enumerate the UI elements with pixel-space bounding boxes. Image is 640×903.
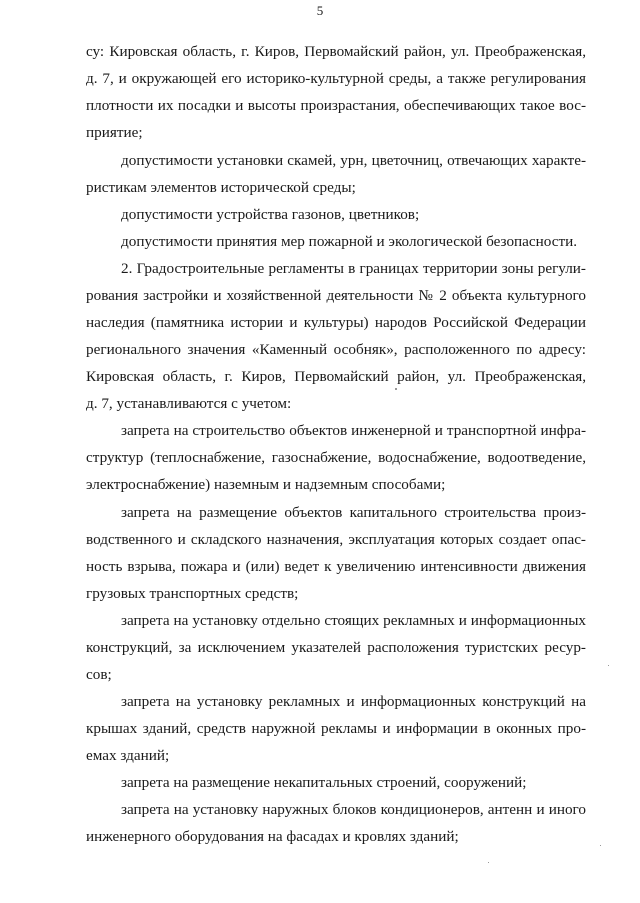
- text-line: емах зданий;: [86, 747, 170, 764]
- text-line: запрета на строительство объектов инженерной и транспортной инфра-: [121, 422, 586, 439]
- text-line: наследия (памятника истории и культуры) народов Российской Федерации: [86, 314, 586, 331]
- text-line: конструкций, за исключением указателей расположения туристских ресур-: [86, 639, 586, 656]
- text-line: ность взрыва, пожара и (или) ведет к увеличению интенсивности движения: [86, 558, 586, 575]
- scan-speck: [600, 845, 601, 846]
- text-line: водственного и складского назначения, эксплуатация которых создает опас-: [86, 531, 586, 548]
- text-line: ристикам элементов исторической среды;: [86, 179, 356, 196]
- text-line: рования застройки и хозяйственной деятельности № 2 объекта культурного: [86, 287, 586, 304]
- text-line: инженерного оборудования на фасадах и кровлях зданий;: [86, 828, 459, 845]
- text-line: Кировская область, г. Киров, Первомайский район, ул. Преображенская,: [86, 368, 586, 385]
- text-line: допустимости устройства газонов, цветников;: [121, 206, 420, 223]
- text-line: запрета на установку отдельно стоящих рекламных и информационных: [121, 612, 586, 629]
- text-line: регионального значения «Каменный особняк», расположенного по адресу:: [86, 341, 586, 358]
- text-line: электроснабжение) наземным и надземным способами;: [86, 476, 446, 493]
- text-line: 2. Градостроительные регламенты в границах территории зоны регули-: [121, 260, 586, 277]
- text-line: сов;: [86, 666, 112, 683]
- text-line: структур (теплоснабжение, газоснабжение, водоснабжение, водоотведение,: [86, 449, 586, 466]
- text-line: су: Кировская область, г. Киров, Первомайский район, ул. Преображенская,: [86, 43, 586, 60]
- scan-speck: [608, 665, 609, 666]
- scan-speck: [488, 862, 489, 863]
- text-line: д. 7, и окружающей его историко-культурной среды, а также регулирования: [86, 70, 586, 87]
- text-line: крышах зданий, средств наружной рекламы и информации в оконных про-: [86, 720, 586, 737]
- text-line: плотности их посадки и высоты произрастания, обеспечивающих такое вос-: [86, 97, 586, 114]
- scan-speck: [395, 388, 397, 390]
- text-line: допустимости установки скамей, урн, цветочниц, отвечающих характе-: [121, 152, 586, 169]
- text-line: допустимости принятия мер пожарной и экологической безопасности.: [121, 233, 578, 250]
- text-line: приятие;: [86, 124, 143, 141]
- page-number: 5: [316, 3, 324, 18]
- text-line: д. 7, устанавливаются с учетом:: [86, 395, 292, 412]
- text-line: запрета на размещение объектов капитального строительства произ-: [121, 504, 586, 521]
- text-line: запрета на установку рекламных и информационных конструкций на: [121, 693, 586, 710]
- text-line: грузовых транспортных средств;: [86, 585, 299, 602]
- text-line: запрета на размещение некапитальных строений, сооружений;: [121, 774, 527, 791]
- text-line: запрета на установку наружных блоков кондиционеров, антенн и иного: [121, 801, 586, 818]
